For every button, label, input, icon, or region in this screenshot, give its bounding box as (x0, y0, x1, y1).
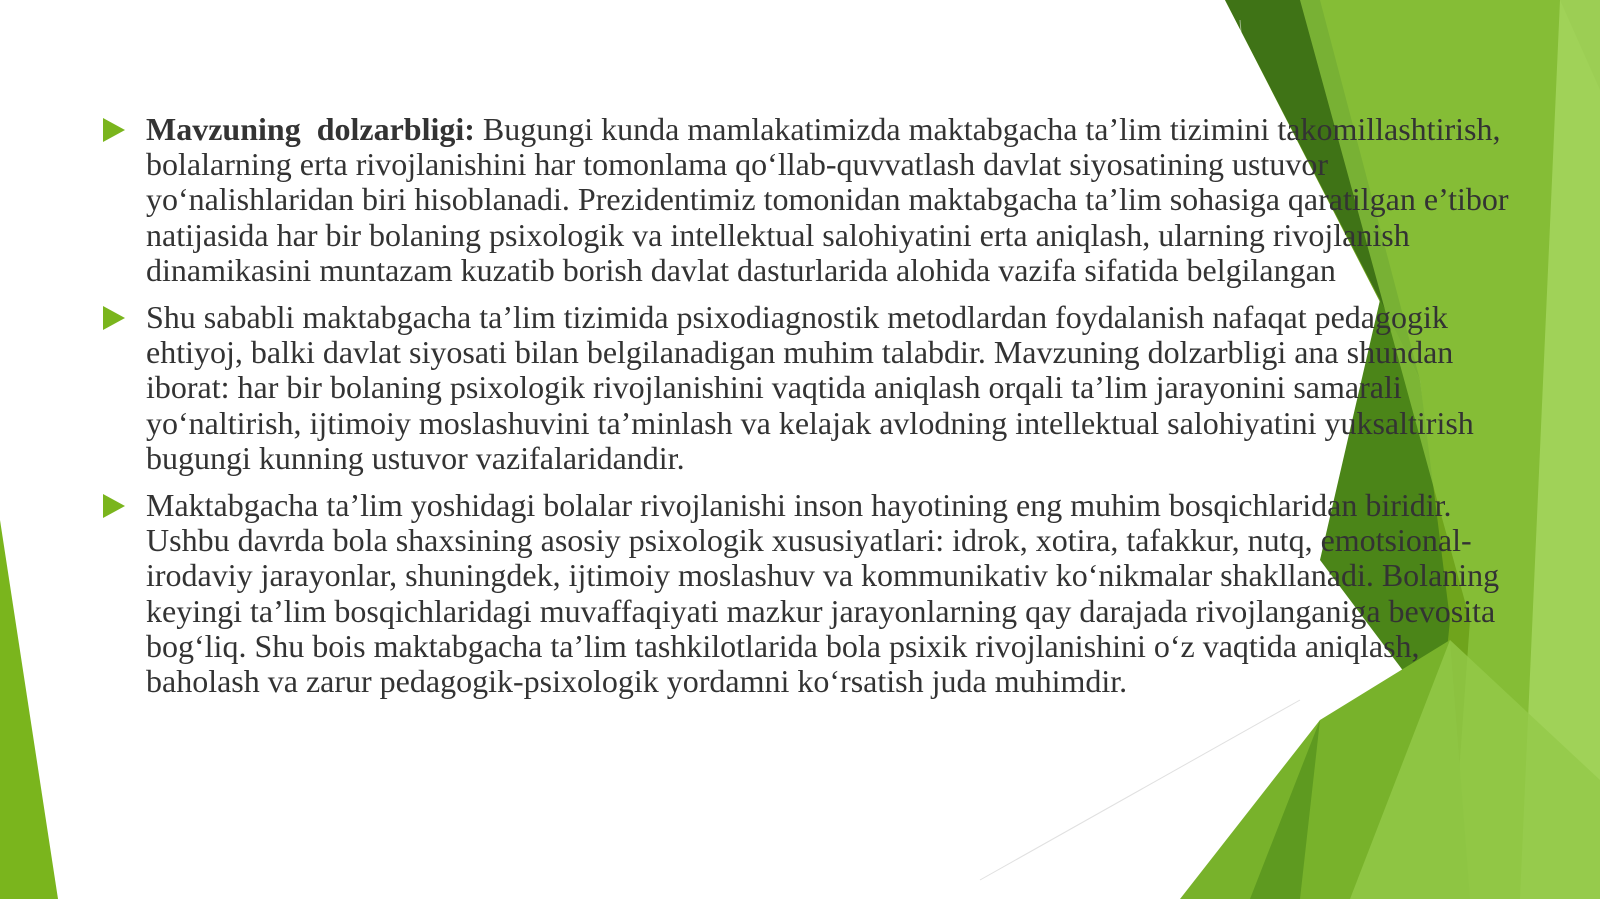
slide-body (100, 112, 1510, 711)
bullet-text: Maktabgacha ta’lim yoshidagi bolalar rivojlanishi inson hayotining eng muhim bosqichlaridan biridir. Ushbu davrda bola shaxsining asosiy psixologik xususiyatlari: idrok, xotira, tafakkur, nutq, emotsional-irodaviy jarayonlar, shuningdek, ijtimoiy moslashuv va kommunikativ ko‘nikmalar shakllanadi. Bolaning keyingi ta’lim bosqichlaridagi muvaffaqiyati mazkur jarayonlarning qay darajada rivojlanganiga bevosita bog‘liq. Shu bois maktabgacha ta’lim tashkilotlarida bola psixik rivojlanishini o‘z vaqtida aniqlash, baholash va zarur pedagogik-psixologik yordamni ko‘rsatish juda muhimdir. (146, 487, 1500, 700)
bullet-text: Bugungi kunda mamlakatimizda maktabgacha ta’lim tizimini takomillashtirish, bolalarning erta rivojlanishini har tomonlama qo‘llab-quvvatlash davlat siyosatining ustuvor yo‘nalishlaridan biri hisoblanadi. Prezidentimiz tomonidan maktabgacha ta’lim sohasiga qaratilgan e’tibor natijasida har bir bolaning psixologik va intellektual salohiyatini erta aniqlash, ularning rivojlanish dinamikasini muntazam kuzatib borish davlat dasturlarida alohida vazifa sifatida belgilangan (146, 111, 1509, 288)
green-triangle-bullet-icon (103, 118, 125, 142)
bullet-paragraph (100, 112, 1510, 288)
bullet-text: Shu sababli maktabgacha ta’lim tizimida psixodiagnostik metodlardan foydalanish nafaqat pedagogik ehtiyoj, balki davlat siyosati bilan belgilanadigan muhim talabdir. Mavzuning dolzarbligi ana shundan iborat: har bir bolaning psixologik rivojlanishini vaqtida aniqlash orqali ta’lim jarayonini samarali yo‘naltirish, ijtimoiy moslashuvini ta’minlash va kelajak avlodning intellektual salohiyatini yuksaltirish bugungi kunning ustuvor vazifalaridandir. (146, 299, 1474, 476)
bullet-paragraph (100, 488, 1510, 699)
green-triangle-bullet-icon (103, 494, 125, 518)
left-green-sliver (0, 520, 58, 899)
green-triangle-bullet-icon (103, 306, 125, 330)
bullet-paragraph (100, 300, 1510, 476)
bullet-lead: Mavzuning dolzarbligi: (146, 111, 475, 147)
